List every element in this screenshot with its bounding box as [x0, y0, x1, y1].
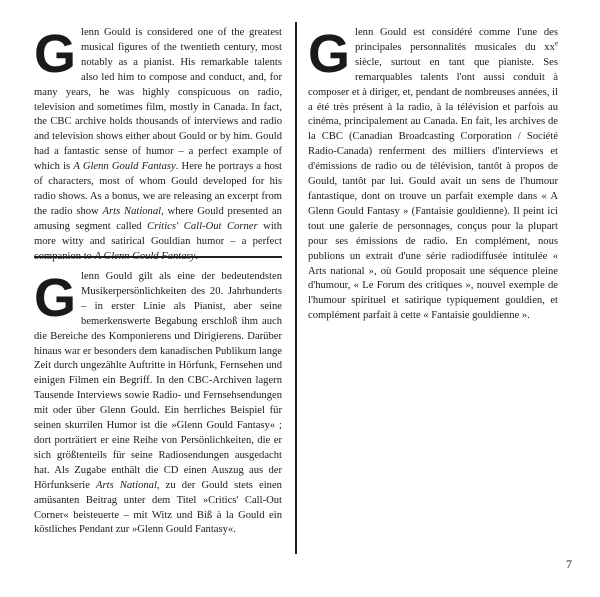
german-title-arts-national: Arts National: [96, 479, 157, 491]
english-title-fantasy: A Glenn Gould Fantasy: [73, 161, 176, 173]
french-text-1: lenn Gould est considéré comme l'une des principales personnalités musicales du xx: [355, 27, 558, 53]
french-text-block: [308, 26, 558, 324]
english-text-4: with more witty and satirical Gouldian humor – a perfect: [34, 220, 283, 247]
english-text-1: lenn Gould is considered one of the greatest musical figures of the twentieth century, most notably as a pianist. His remarkable talents also led him to compose and conduct, and, for many years, he was highly conspicuous on radio, television and sometimes film, mostly in Canada. In fact, the CBC archive holds thousands of interviews and radio and television shows either about Gould or by him. Gould had a fantastic sense of humor – a perfect example of which is: [34, 27, 282, 173]
french-text-2: siècle, surtout en tant que pianiste. Ses remarquables talents l'ont aussi conduit à composer et à diriger, et, pendant de nombreuses années, il a été très présent à la radio, à la télévision et parfois au cinéma, principalement au Canada. En fait, les archives de la CBC (Canadian Broadcasting Corporation / Société Radio-Canada) renferment des milliers d'interviews et d'émissions de radio ou de télévision, tantôt à propos de Gould, tantôt par lui. Gould avait un sens de l'humour fantastique, dont on trouve un parfait exemple dans « A Glenn Gould Fantasy » (Fantaisie gouldienne). Il peint ici tout une galerie de personnages, conçus pour la plupart pour ses émissions de radio. En complément, nous publions un extrait d'une série radiodiffusée intitulée « Arts national », où Gould proposait une séquence pleine d'humour, « Le Forum des critiques », nouvel exemple de l'humour spirituel et satirique typiquement gouldien, et complément parfait à cette « Fantaisie gouldienne ».: [308, 56, 558, 322]
english-text-3: , where Gould presented an amusing segment called: [34, 205, 282, 232]
german-text-block: [34, 270, 282, 538]
french-drop-cap: G: [308, 24, 351, 84]
vertical-divider: [295, 22, 297, 554]
english-text-2: . Here he portrays a host of characters, most of whom Gould developed for his radio shows. As a bonus, we are releasing an excerpt from the radio show: [34, 161, 282, 217]
german-text-2: , zu der Gould stets einen amüsanten Beitrag unter dem Titel »Critics' Call-Out Corner« beisteuerte – mit Witz und Biß à la Gould ein köstliches Pendant zur »Glenn Gould Fantasy«.: [34, 479, 282, 536]
english-text-block: [34, 26, 282, 265]
horizontal-divider: [34, 256, 282, 258]
german-text-1: lenn Gould gilt als eine der bedeutendsten Musikerpersönlichkeiten des 20. Jahrhunderts – in erster Linie als Pianist, aber seine bemerkenswerte Begabung erschloß ihm auch die Bereiche des Komponierens und Dirigierens. Darüber hinaus war er besonders dem kanadischen Publikum lange Zeit durch ungezählte Auftritte in Hörfunk, Fernsehen und einigen Filmen ein Begriff. In den CBC-Archiven lagern Tausende Interviews sowie Radio- und Fernsehsendungen mit oder über Glenn Gould. Ein herrliches Beispiel für seinen skurrilen Humor ist die »Glenn Gould Fantasy« ; dort porträtiert er eine Reihe von Persönlichkeiten, die er sich größtenteils für seine Radiosendungen ausgedacht hat. Als Zugabe enthält die CD einen Auszug aus der Hörfunkserie: [34, 271, 282, 491]
english-drop-cap: G: [34, 24, 77, 84]
french-superscript: e: [554, 39, 558, 48]
english-title-critics-corner: Critics' Call-Out Corner: [147, 220, 258, 232]
german-drop-cap: G: [34, 268, 77, 328]
english-title-arts-national: Arts National: [102, 205, 162, 217]
page-number: 7: [566, 557, 572, 571]
